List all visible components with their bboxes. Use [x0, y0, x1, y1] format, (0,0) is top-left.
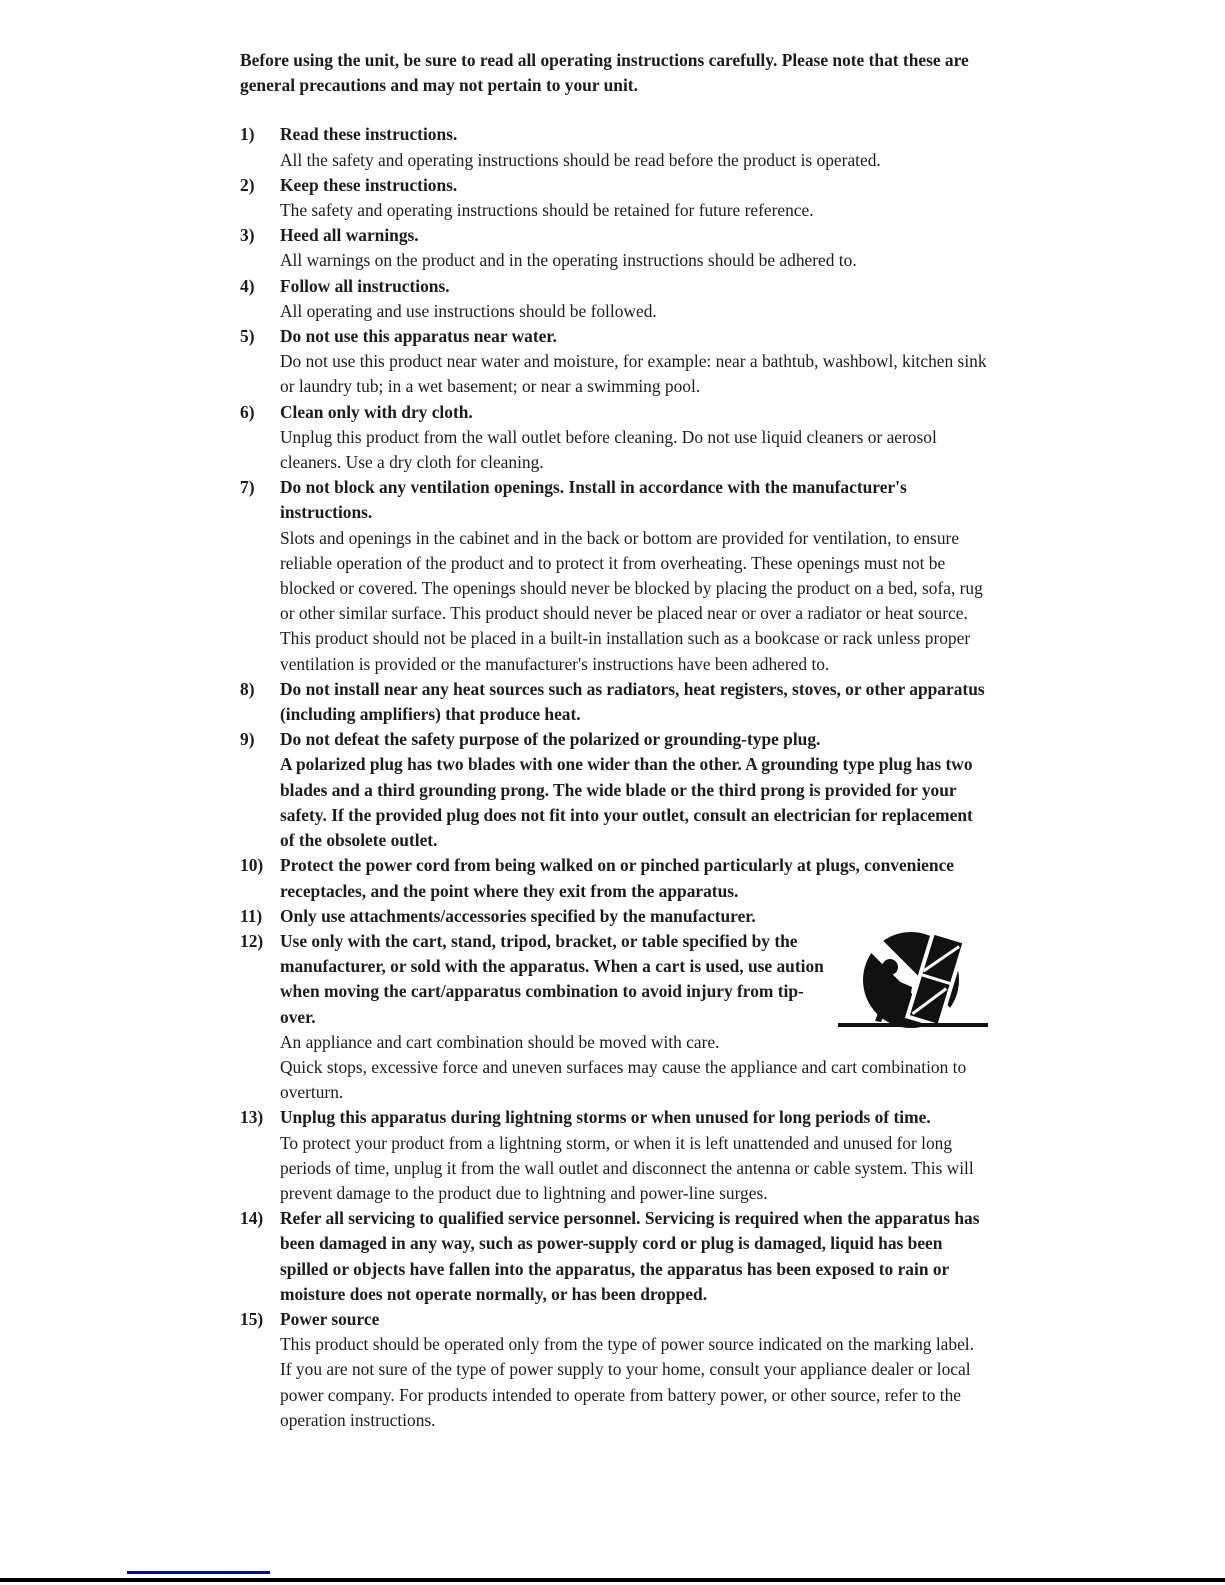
item-content	[280, 853, 988, 903]
item-body-text: All operating and use instructions should be followed.	[280, 300, 657, 321]
item-heading: Do not use this apparatus near water.	[280, 326, 557, 347]
item-heading: Do not block any ventilation openings. Install in accordance with the manufacturer's instructions.	[280, 477, 907, 523]
cart-tip-over-icon	[838, 931, 988, 1034]
item-heading: Heed all warnings.	[280, 225, 419, 246]
item-heading: Use only with the cart, stand, tripod, bracket, or table specified by the manufacturer, or sold with the apparatus. When a cart is used, use aution when moving the cart/apparatus combination to avoid injury from tip-over.	[280, 930, 824, 1027]
instruction-item	[240, 1105, 988, 1206]
item-number: 6)	[240, 401, 255, 422]
item-body-text: All the safety and operating instructions should be read before the product is operated.	[280, 149, 881, 170]
instructions-list	[240, 122, 988, 1433]
item-number: 12)	[240, 930, 264, 951]
instruction-item	[240, 324, 988, 400]
item-body-text: Do not use this product near water and moisture, for example: near a bathtub, washbowl, kitchen sink or laundry tub; in a wet basement; or near a swimming pool.	[280, 351, 987, 397]
item-number: 9)	[240, 729, 255, 750]
item-heading: Unplug this apparatus during lightning storms or when unused for long periods of time.	[280, 1107, 931, 1128]
instruction-item	[240, 853, 988, 903]
item-content	[280, 1206, 988, 1307]
item-body-text: Quick stops, excessive force and uneven surfaces may cause the appliance and cart combination to overturn.	[280, 1056, 967, 1103]
item-number: 15)	[240, 1308, 264, 1329]
item-body-text: A polarized plug has two blades with one wider than the other. A grounding type plug has two blades and a third grounding prong. The wide blade or the third prong is provided for your safety. If the provided plug does not fit into your outlet, consult an electrician for replacement of the obsolete outlet.	[280, 754, 973, 851]
instruction-item	[240, 173, 988, 223]
item-content	[280, 475, 988, 677]
item-content	[280, 223, 988, 273]
item-body-text: To protect your product from a lightning storm, or when it is left unattended and unused for long periods of time, unplug it from the wall outlet and disconnect the antenna or cable system. This will prevent damage to the product due to lightning and power-line surges.	[280, 1132, 974, 1203]
item-number: 2)	[240, 174, 255, 195]
item-body-text: Unplug this product from the wall outlet before cleaning. Do not use liquid cleaners or aerosol cleaners. Use a dry cloth for cleaning.	[280, 426, 937, 473]
item-heading: Follow all instructions.	[280, 275, 450, 296]
instruction-item	[240, 400, 988, 476]
item-content	[280, 677, 988, 727]
item-content	[280, 274, 988, 324]
item-body-text: Slots and openings in the cabinet and in the back or bottom are provided for ventilation, to ensure reliable operation of the product and to protect it from overheating. These openings must not be blocked or covered. The openings should never be blocked by placing the product on a bed, sofa, rug or other similar surface. This product should never be placed near or over a radiator or heat source. This product should not be placed in a built-in installation such as a bookcase or rack unless proper ventilation is provided or the manufacturer's instructions have been adhered to.	[280, 527, 983, 674]
instruction-item	[240, 274, 988, 324]
item-heading: Keep these instructions.	[280, 174, 458, 195]
instruction-item	[240, 677, 988, 727]
item-content	[280, 904, 988, 929]
instruction-item	[240, 904, 988, 929]
item-content	[280, 929, 988, 1105]
item-number: 14)	[240, 1208, 264, 1229]
item-heading: Protect the power cord from being walked on or pinched particularly at plugs, convenience receptacles, and the point where they exit from the apparatus.	[280, 855, 955, 901]
item-body-text: All warnings on the product and in the operating instructions should be adhered to.	[280, 250, 857, 271]
intro-paragraph: Before using the unit, be sure to read all operating instructions carefully. Please note that these are general precautions and may not pertain to your unit.	[240, 50, 969, 96]
item-heading: Clean only with dry cloth.	[280, 401, 473, 422]
item-heading: Refer all servicing to qualified service personnel. Servicing is required when the apparatus has been damaged in any way, such as power-supply cord or plug is damaged, liquid has been spilled or objects have fallen into the apparatus, the apparatus has been exposed to rain or moisture does not operate normally, or has been dropped.	[280, 1208, 980, 1304]
item-heading: Only use attachments/accessories specified by the manufacturer.	[280, 905, 756, 926]
item-heading: Read these instructions.	[280, 124, 458, 145]
item-content	[280, 400, 988, 476]
item-number: 1)	[240, 124, 255, 145]
item-content	[280, 122, 988, 172]
instruction-item	[240, 223, 988, 273]
item-content	[280, 324, 988, 400]
item-number: 3)	[240, 225, 255, 246]
content-column	[240, 48, 988, 1433]
item-content	[280, 1105, 988, 1206]
item-number: 5)	[240, 326, 255, 347]
item-body-text: An appliance and cart combination should be moved with care.	[280, 1031, 720, 1052]
item-number: 4)	[240, 275, 255, 296]
item-content	[280, 1307, 988, 1433]
instruction-item	[240, 727, 988, 853]
item-number: 13)	[240, 1107, 264, 1128]
instruction-item	[240, 1307, 988, 1433]
item-content	[280, 727, 988, 853]
instruction-item	[240, 475, 988, 677]
footer-link-underline[interactable]	[127, 1571, 270, 1574]
item-heading: Do not defeat the safety purpose of the polarized or grounding-type plug.	[280, 729, 821, 750]
item-body-text: The safety and operating instructions should be retained for future reference.	[280, 200, 814, 221]
instruction-item	[240, 1206, 988, 1307]
item-number: 8)	[240, 678, 255, 699]
item-heading: Power source	[280, 1308, 380, 1329]
page-bottom-rule	[0, 1578, 1225, 1582]
item-number: 7)	[240, 477, 255, 498]
item-heading: Do not install near any heat sources such as radiators, heat registers, stoves, or other apparatus (including amplifiers) that produce heat.	[280, 678, 985, 725]
instruction-item	[240, 122, 988, 172]
instruction-item	[240, 929, 988, 1105]
item-number: 11)	[240, 905, 263, 926]
item-content	[280, 173, 988, 223]
item-body-text: This product should be operated only from the type of power source indicated on the marking label. If you are not sure of the type of power supply to your home, consult your appliance dealer or local power company. For products intended to operate from battery power, or other source, refer to the operation instructions.	[280, 1334, 974, 1430]
item-number: 10)	[240, 855, 264, 876]
